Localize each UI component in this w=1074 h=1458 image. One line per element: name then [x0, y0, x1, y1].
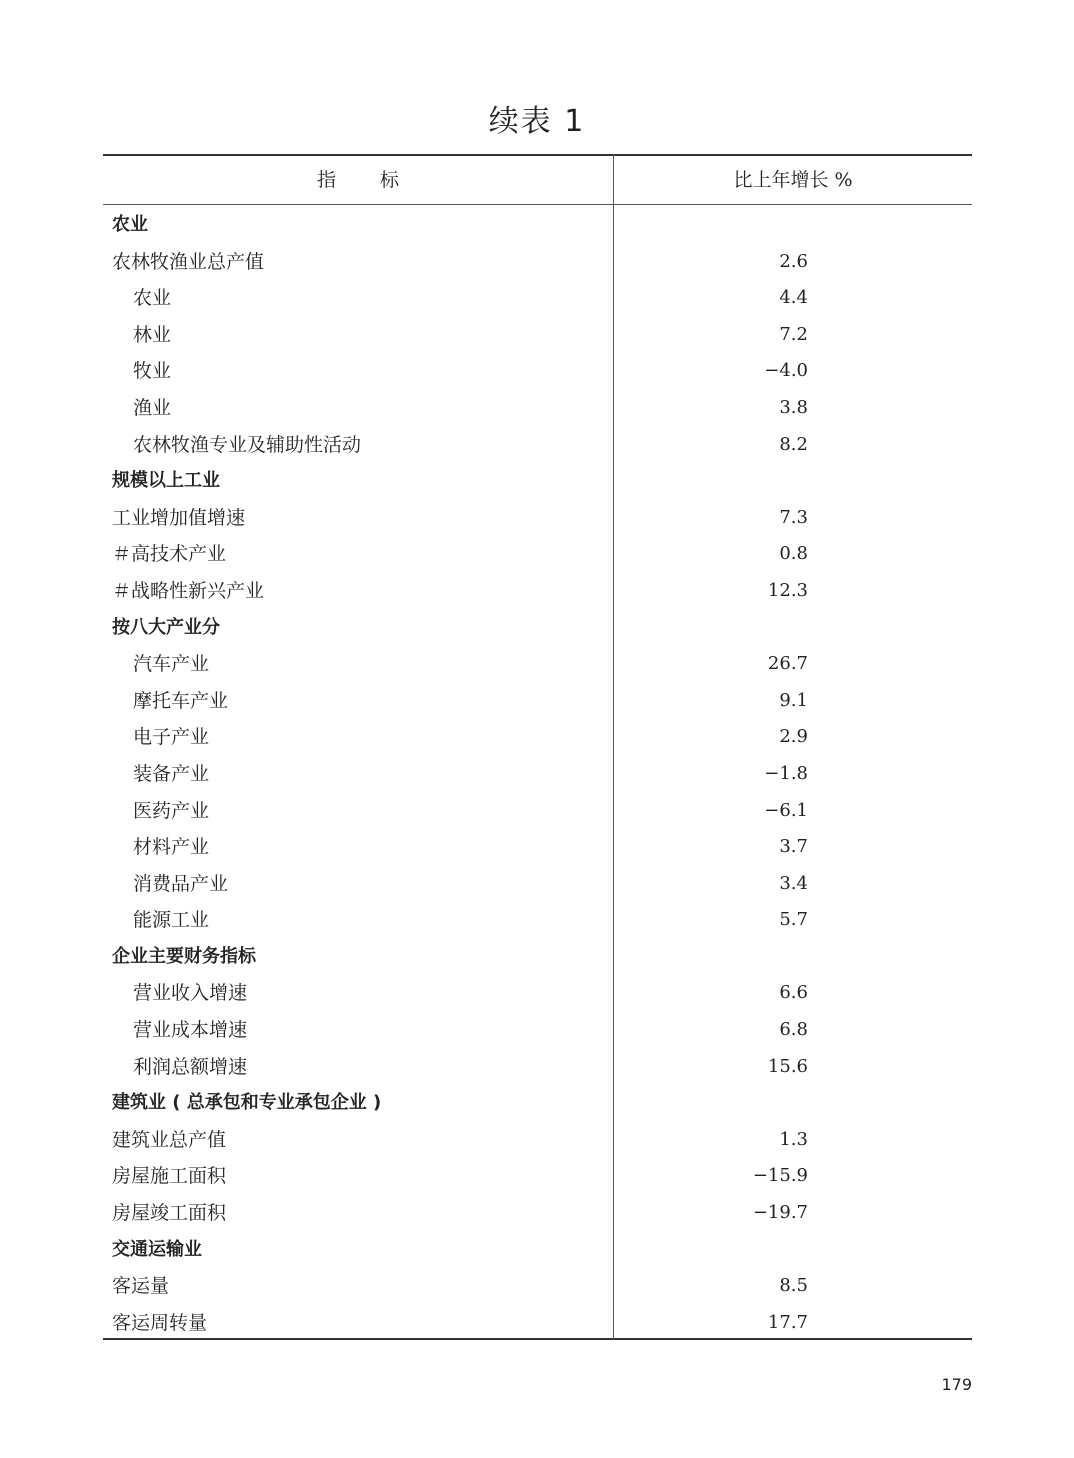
section-header-row	[103, 463, 972, 500]
row-value	[614, 207, 808, 244]
table-row	[103, 390, 972, 427]
table-row	[103, 573, 972, 610]
row-label: 汽车产业	[133, 653, 210, 676]
row-label: 营业收入增速	[133, 982, 248, 1005]
row-value: 4.4	[779, 287, 808, 309]
row-value: 0.8	[779, 543, 808, 565]
section-header-row	[103, 1232, 972, 1269]
table-row	[103, 646, 972, 683]
table-row	[103, 1158, 972, 1195]
header-change-percent: 比上年增长 %	[733, 169, 853, 191]
table-row	[103, 1268, 972, 1305]
table-row	[103, 719, 972, 756]
table-row	[103, 536, 972, 573]
table-header-rule	[103, 204, 972, 205]
row-label: 营业成本增速	[133, 1019, 248, 1042]
table-row	[103, 902, 972, 939]
table-row	[103, 353, 972, 390]
row-label: 农林牧渔专业及辅助性活动	[133, 433, 362, 456]
page-number: 179	[941, 1375, 972, 1394]
row-label: 装备产业	[133, 762, 210, 785]
row-label: 建筑业 ( 总承包和专业承包企业 )	[112, 1092, 382, 1114]
table-row	[103, 975, 972, 1012]
row-label: 农业	[133, 287, 172, 310]
table-row	[103, 1195, 972, 1232]
row-value: 15.6	[767, 1055, 808, 1077]
row-value: 5.7	[779, 909, 808, 931]
row-value: 2.9	[779, 726, 808, 748]
row-label: 医药产业	[133, 799, 210, 822]
table-row	[103, 1049, 972, 1086]
section-header-row	[103, 939, 972, 976]
section-header-row	[103, 207, 972, 244]
row-label: 按八大产业分	[112, 616, 220, 638]
table-row	[103, 1122, 972, 1159]
table-row	[103, 683, 972, 720]
row-label: 规模以上工业	[112, 470, 220, 492]
row-label: 工业增加值增速	[112, 506, 246, 529]
row-label: 电子产业	[133, 726, 210, 749]
row-value: 6.8	[779, 1019, 808, 1041]
row-label: 房屋竣工面积	[112, 1202, 227, 1225]
row-value: 7.3	[779, 506, 808, 528]
row-label: 林业	[133, 323, 172, 346]
row-label: 房屋施工面积	[112, 1165, 227, 1188]
row-value	[614, 463, 808, 500]
row-value: 8.2	[779, 433, 808, 455]
table-top-rule	[103, 154, 972, 156]
row-label: 渔业	[133, 396, 172, 419]
table-row	[103, 244, 972, 281]
row-label: 农业	[112, 214, 148, 235]
table-row	[103, 1305, 972, 1342]
table-row	[103, 317, 972, 354]
row-label: ＃高技术产业	[112, 543, 227, 566]
table-row	[103, 756, 972, 793]
table-row	[103, 280, 972, 317]
row-value: 26.7	[767, 653, 808, 675]
table-row	[103, 866, 972, 903]
table-row	[103, 500, 972, 537]
row-label: 消费品产业	[133, 872, 229, 895]
row-value: 7.2	[779, 323, 808, 345]
row-label: 客运量	[112, 1275, 170, 1298]
row-value: 3.4	[779, 872, 808, 894]
row-value: 9.1	[779, 689, 808, 711]
row-value: −6.1	[764, 799, 808, 821]
row-value: 17.7	[767, 1311, 808, 1333]
table-row	[103, 427, 972, 464]
row-value: 12.3	[767, 579, 808, 601]
row-value	[614, 1085, 808, 1122]
header-indicator: 指 标	[316, 169, 400, 191]
row-value: 8.5	[779, 1275, 808, 1297]
row-label: 利润总额增速	[133, 1055, 248, 1078]
table-body	[103, 207, 972, 1341]
table-title: 续表 1	[488, 104, 586, 139]
section-header-row	[103, 610, 972, 647]
table-row	[103, 829, 972, 866]
row-value: −4.0	[764, 360, 808, 382]
row-value: 2.6	[779, 250, 808, 272]
row-value: 3.8	[779, 396, 808, 418]
row-value: 1.3	[779, 1128, 808, 1150]
row-label: 建筑业总产值	[112, 1128, 227, 1151]
row-value: −1.8	[764, 762, 808, 784]
row-label: 牧业	[133, 360, 172, 383]
row-value	[614, 1232, 808, 1269]
row-value	[614, 610, 808, 647]
table-row	[103, 793, 972, 830]
row-label: 能源工业	[133, 909, 210, 932]
row-value	[614, 939, 808, 976]
row-label: 材料产业	[133, 836, 210, 859]
row-value: −15.9	[752, 1165, 808, 1187]
row-label: 客运周转量	[112, 1311, 208, 1334]
row-value: 6.6	[779, 982, 808, 1004]
row-label: 交通运输业	[112, 1238, 202, 1260]
section-header-row	[103, 1085, 972, 1122]
row-value: −19.7	[752, 1202, 808, 1224]
row-label: 摩托车产业	[133, 689, 229, 712]
table-row	[103, 1012, 972, 1049]
row-label: 企业主要财务指标	[112, 945, 256, 967]
row-label: 农林牧渔业总产值	[112, 250, 265, 273]
row-label: ＃战略性新兴产业	[112, 579, 265, 602]
row-value: 3.7	[779, 836, 808, 858]
